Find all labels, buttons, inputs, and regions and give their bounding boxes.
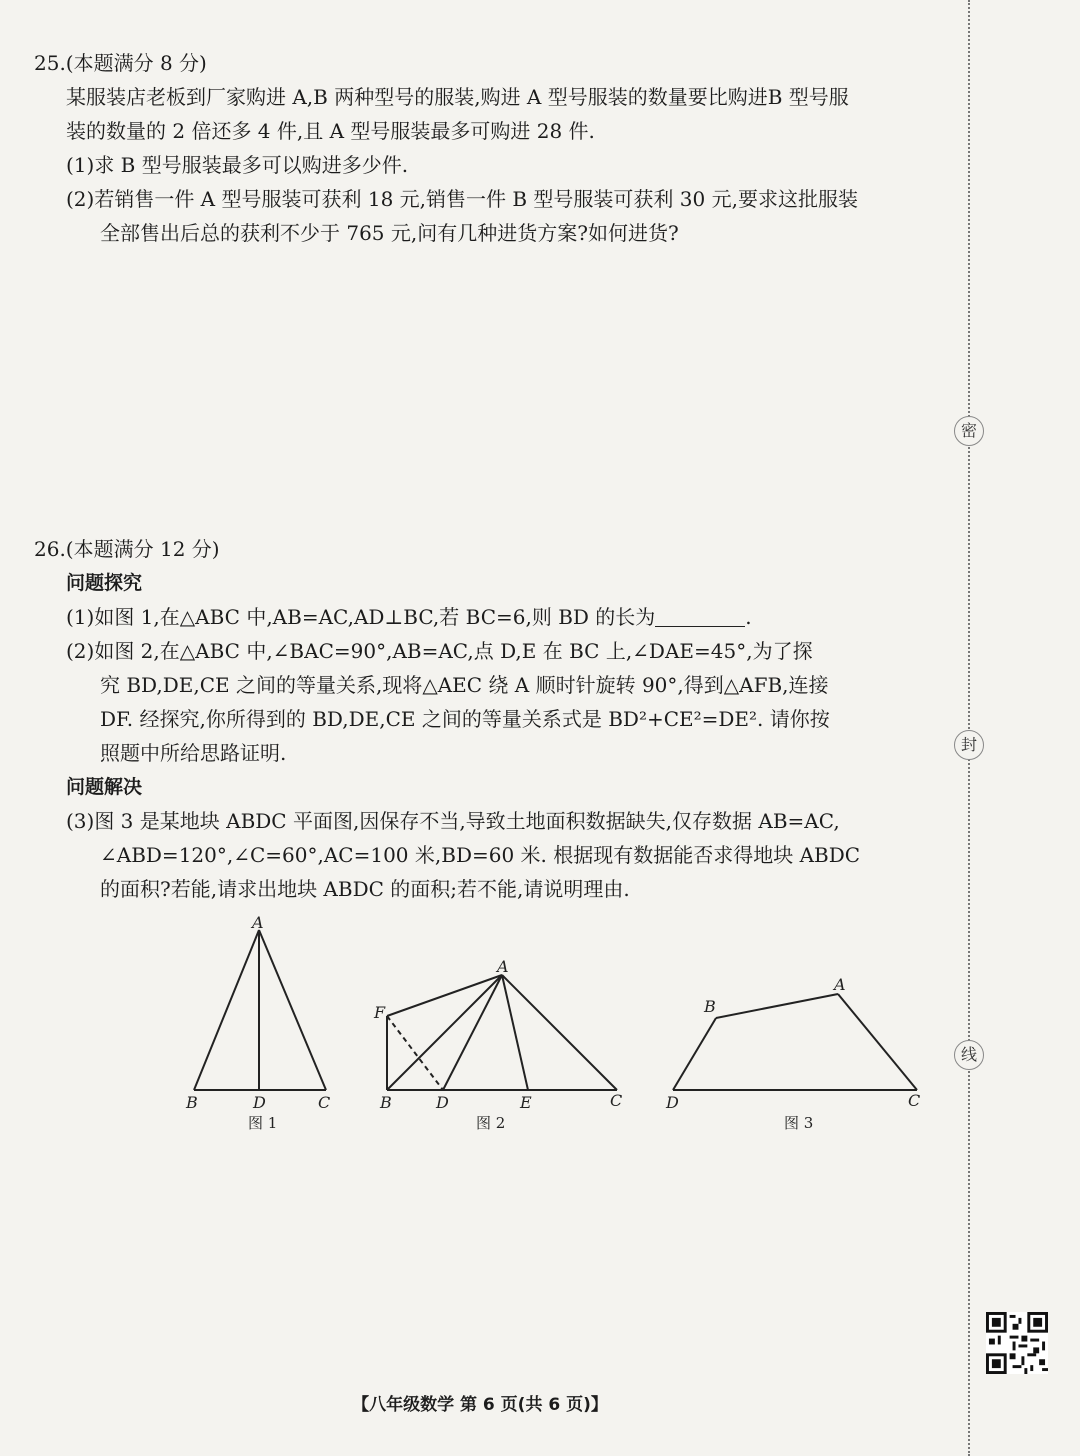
q26-part-3-line-1: (3)图 3 是某地块 ABDC 平面图,因保存不当,导致土地面积数据缺失,仅存数据 AB=AC, [66, 809, 840, 833]
fig3-label-D: D [666, 1093, 679, 1112]
q25-part-2: (2)若销售一件 A 型号服装可获利 18 元,销售一件 B 型号服装可获利 30 元,要求这批服装 [66, 187, 858, 211]
question-26 [34, 532, 944, 906]
fig2-label-D: D [436, 1093, 449, 1112]
q26-header: 26.(本题满分 12 分) [34, 537, 220, 561]
q26-part-1-end: . [745, 605, 752, 629]
fig3-label-A: A [834, 975, 846, 994]
q25-line-1: 某服装店老板到厂家购进 A,B 两种型号的服装,购进 A 型号服装的数量要比购进B 型号服 [66, 85, 849, 109]
fig1-label-C: C [318, 1093, 331, 1112]
binding-mark-seal-2: 封 [954, 730, 984, 760]
q26-part-1 [34, 600, 944, 634]
fig2-label-F: F [374, 1003, 386, 1022]
fig1-label-B: B [186, 1093, 198, 1112]
q26-part-2-line-4: 照题中所给思路证明. [100, 741, 287, 765]
q26-part-3-line-3: 的面积?若能,请求出地块 ABDC 的面积;若不能,请说明理由. [100, 877, 630, 901]
fig2-label-A: A [497, 957, 509, 976]
q25-part-1: (1)求 B 型号服装最多可以购进多少件. [66, 153, 409, 177]
binding-mark-line: 线 [954, 1040, 984, 1070]
section-heading-explore: 问题探究 [66, 572, 143, 594]
fig2-label-C: C [610, 1091, 623, 1110]
q26-part-2-line-1: (2)如图 2,在△ABC 中,∠BAC=90°,AB=AC,点 D,E 在 BC 上,∠DAE=45°,为了探 [66, 639, 813, 663]
binding-mark-seal-1: 密 [954, 416, 984, 446]
fig1-label-A: A [252, 913, 264, 932]
q25-part-2-cont: 全部售出后总的获利不少于 765 元,问有几种进货方案?如何进货? [100, 221, 679, 245]
answer-blank [655, 604, 745, 627]
fig2-caption: 图 2 [476, 1114, 506, 1132]
q25-header: 25.(本题满分 8 分) [34, 51, 207, 75]
fig3-label-C: C [908, 1091, 921, 1110]
section-heading-solve: 问题解决 [66, 776, 143, 798]
figure-2-lines [387, 975, 617, 1090]
fig1-label-D: D [253, 1093, 266, 1112]
fig2-label-B: B [380, 1093, 392, 1112]
q26-part-3-line-2: ∠ABD=120°,∠C=60°,AC=100 米,BD=60 米. 根据现有数据能否求得地块 ABDC [100, 843, 861, 867]
q25-line-2: 装的数量的 2 倍还多 4 件,且 A 型号服装最多可购进 28 件. [66, 119, 595, 143]
q26-part-2-line-2: 究 BD,DE,CE 之间的等量关系,现将△AEC 绕 A 顺时针旋转 90°,得到△AFB,连接 [100, 673, 829, 697]
figure-1-lines [194, 930, 326, 1090]
q26-part-2-line-3: DF. 经探究,你所得到的 BD,DE,CE 之间的等量关系式是 BD²+CE²=DE². 请你按 [100, 707, 830, 731]
fig3-caption: 图 3 [784, 1114, 814, 1132]
q26-part-1-text: (1)如图 1,在△ABC 中,AB=AC,AD⊥BC,若 BC=6,则 BD 的长为 [66, 605, 656, 629]
fig1-caption: 图 1 [248, 1114, 278, 1132]
geometry-figures [0, 900, 960, 1160]
fig2-label-E: E [520, 1093, 532, 1112]
figures-area [0, 900, 960, 1160]
binding-dotted-line [968, 0, 970, 1456]
page-footer: 【八年级数学 第 6 页(共 6 页)】 [352, 1395, 608, 1415]
question-25 [34, 46, 944, 250]
fig3-label-B: B [704, 997, 716, 1016]
qr-code-icon [986, 1312, 1048, 1374]
